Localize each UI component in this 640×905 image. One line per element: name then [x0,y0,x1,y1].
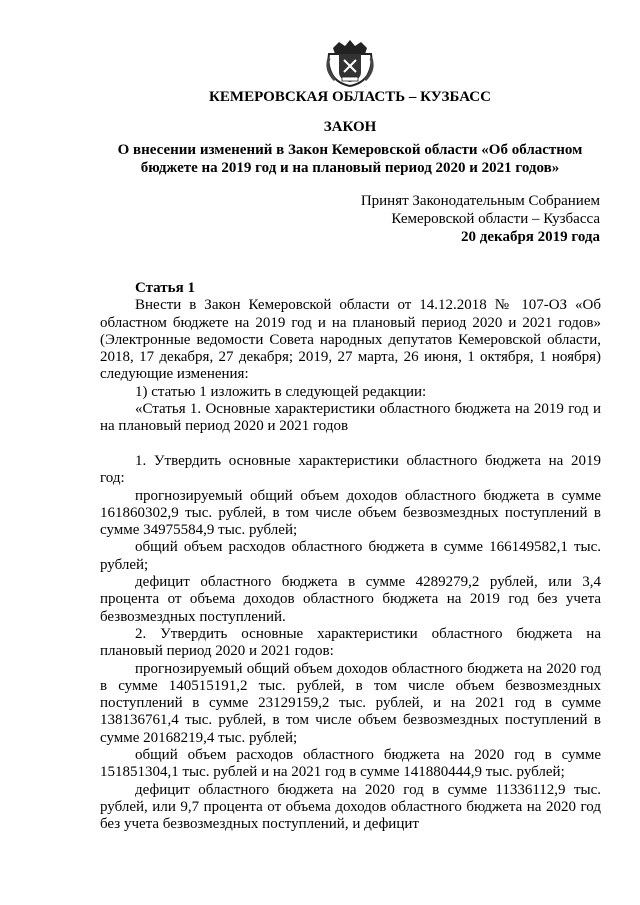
paragraph: Внести в Закон Кемеровской области от 14.12.2018 № 107-ОЗ «Об областном бюджете на 2019 год и на плановый период 2020 и 2021 годов» (Электронные ведомости Совета народных депутатов Кемеровской области, 2018, 17 декабря, 27 декабря; 2019, 27 марта, 26 июня, 1 октября, 1 ноября) следующие изменения: [100,297,601,383]
adoption-date: 20 декабря 2019 года [461,229,600,245]
paragraph: дефицит областного бюджета на 2020 год в сумме 11336112,9 тыс. рублей, или 9,7 процента от объема доходов областного бюджета на 2020 год без учета безвозмездных поступлений, и дефицит [100,781,601,833]
adoption-line-2: Кемеровской области – Кузбасса [391,211,600,227]
law-title: О внесении изменений в Закон Кемеровской области «Об областном бюджете на 2019 год и на плановый период 2020 и 2021 годов» [117,142,583,176]
adoption-block [300,192,600,246]
paragraph: 1. Утвердить основные характеристики областного бюджета на 2019 год: [100,452,601,487]
paragraph: общий объем расходов областного бюджета в сумме 166149582,1 тыс. рублей; [100,539,601,573]
paragraph: общий объем расходов областного бюджета на 2020 год в сумме 151851304,1 тыс. рублей и на 2021 год в сумме 141880444,9 тыс. рублей; [100,747,601,781]
paragraph: дефицит областного бюджета в сумме 4289279,2 рублей, или 3,4 процента от объема доходов областного бюджета на 2019 год без учета безвозмездных поступлений. [100,574,601,625]
article-body [100,280,601,834]
paragraph: прогнозируемый общий объем доходов областного бюджета на 2020 год в сумме 140515191,2 тыс. рублей, в том числе объем безвозмездных поступлений в сумме 23129159,2 тыс. рублей, и на 2021 год в сумме 138136761,4 тыс. рублей, в том числе объем безвозмездных поступлений в сумме 20168219,4 тыс. рублей; [100,660,601,746]
paragraph: 2. Утвердить основные характеристики областного бюджета на плановый период 2020 и 2021 годов: [100,625,601,660]
paragraph: «Статья 1. Основные характеристики областного бюджета на 2019 год и на плановый период 2020 и 2021 годов [100,401,601,435]
article-heading: Статья 1 [135,280,195,296]
paragraph: 1) статью 1 изложить в следующей редакции: [135,383,427,400]
adoption-line-1: Принят Законодательным Собранием [360,193,600,209]
document-type: ЗАКОН [323,119,377,135]
paragraph: прогнозируемый общий объем доходов областного бюджета в сумме 161860302,9 тыс. рублей, в том числе объем безвозмездных поступлений в сумме 34975584,9 тыс. рублей; [100,487,601,539]
kemerovo-coat-of-arms-icon [325,36,375,88]
region-heading: КЕМЕРОВСКАЯ ОБЛАСТЬ – КУЗБАСС [209,89,491,105]
